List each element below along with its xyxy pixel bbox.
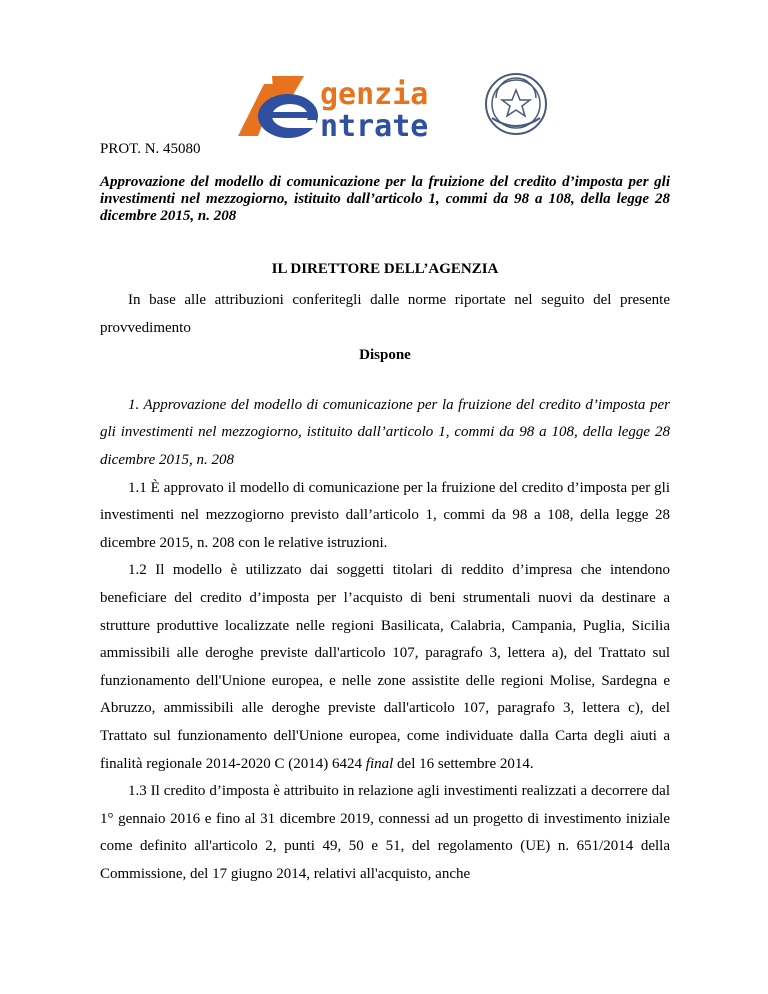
- logo-text-genzia: genzia: [320, 77, 429, 112]
- republic-emblem-icon: [486, 74, 546, 134]
- dispone-heading: Dispone: [359, 347, 411, 364]
- logo-text-ntrate: ntrate: [320, 109, 429, 142]
- paragraph-1-2-final: final: [365, 755, 394, 772]
- section-1-title: 1. Approvazione del modello di comunicazione per la fruizione del credito d’imposta per gli investimenti nel mezzogiorno, istituito dall’articolo 1, commi da 98 a 108, della legge 28 dicembre 2015, n. 208: [100, 396, 670, 468]
- intro-paragraph: In base alle attribuzioni conferitegli dalle norme riportate nel seguito del presente provvedimento: [100, 292, 670, 336]
- paragraph-1-2: [100, 557, 670, 778]
- paragraph-1-2-date: del 16 settembre 2014.: [393, 755, 534, 772]
- document-body: [100, 287, 670, 888]
- section-heading: IL DIRETTORE DELL’AGENZIA: [271, 261, 499, 277]
- document-title: Approvazione del modello di comunicazione per la fruizione del credito d’imposta per gli investimenti nel mezzogiorno, istituito dall’articolo 1, commi da 98 a 108, della legge 28 dicembre 2015, n. 208: [100, 174, 670, 224]
- protocol-number: PROT. N. 45080: [100, 141, 201, 157]
- paragraph-1-2-text: 1.2 Il modello è utilizzato dai soggetti titolari di reddito d’impresa che intendono beneficiare del credito d’imposta per l’acquisto di beni strumentali nuovi da destinare a strutture produttive localizzate nelle regioni Basilicata, Calabria, Campania, Puglia, Sicilia ammissibili alle deroghe previste dall'articolo 107, paragrafo 3, lettera a), del Trattato sul funzionamento dell'Unione europea, e nelle zone assistite delle regioni Molise, Sardegna e Abruzzo, ammissibili alle deroghe previste dall'articolo 107, paragrafo 3, lettera c), del Trattato sul funzionamento dell'Unione europea, come individuate dalla Carta degli aiuti a finalità regionale 2014-2020 C (2014) 6424: [100, 562, 670, 772]
- paragraph-1-3: 1.3 Il credito d’imposta è attribuito in relazione agli investimenti realizzati a decorrere dal 1° gennaio 2016 e fino al 31 dicembre 2019, connessi ad un progetto di investimento iniziale come definito all'articolo 2, punti 49, 50 e 51, del regolamento (UE) n. 651/2014 della Commissione, del 17 giugno 2014, relativi all'acquisto, anche: [100, 783, 670, 882]
- paragraph-1-1: 1.1 È approvato il modello di comunicazione per la fruizione del credito d’imposta per gli investimenti nel mezzogiorno previsto dall’articolo 1, commi da 98 a 108, della legge 28 dicembre 2015, n. 208 con le relative istruzioni.: [100, 479, 670, 551]
- agenzia-entrate-logo: [234, 70, 554, 142]
